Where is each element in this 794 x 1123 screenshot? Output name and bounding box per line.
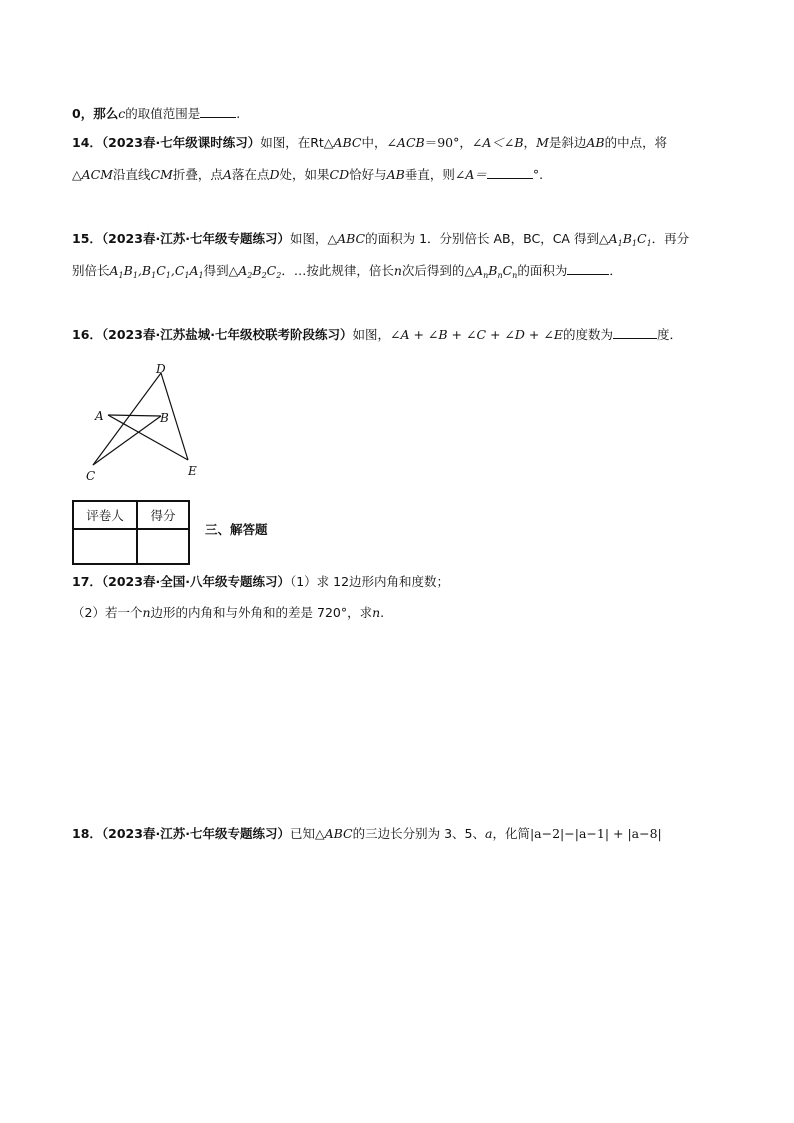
question-14-line-1 — [72, 134, 732, 152]
math-cd: CD — [329, 167, 350, 182]
label-c: C — [86, 469, 96, 483]
q14-text: 恰好与 — [349, 167, 387, 182]
score-cell[interactable] — [137, 529, 189, 564]
question-17-line-1 — [72, 573, 732, 591]
math-angle-acb: ∠ACB — [386, 135, 425, 150]
q14-text: 是斜边 — [548, 135, 587, 150]
question-source: （2023春·江苏盐城·七年级校联考阶段练习） — [101, 327, 353, 342]
triangle-symbol: △ — [72, 167, 82, 182]
q14-text: 落在点 — [231, 167, 270, 182]
math-anbncn: $A_nB_nC_n$ — [474, 263, 518, 280]
segment-ab — [108, 415, 161, 416]
score-header: 得分 — [137, 501, 189, 529]
q18-text: 已知△ — [289, 826, 325, 841]
math-cm: CM — [150, 167, 173, 182]
question-15-line-1 — [72, 230, 732, 248]
question-number: 14． — [72, 135, 102, 150]
q15-text: 的面积为 1．分别倍长 AB，BC，CA 得到 — [365, 231, 599, 246]
q13-tail — [72, 104, 732, 123]
q14-text: 折叠，点 — [172, 167, 223, 182]
q14-text: 处，如果 — [279, 167, 330, 182]
math-angle-relation: ∠A＜∠B — [471, 135, 524, 150]
label-a: A — [95, 409, 104, 423]
q15-text: ．…按此规律，倍长 — [281, 263, 394, 278]
triangle-symbol: △ — [464, 263, 475, 278]
math-n: n — [372, 605, 381, 620]
q16-end: 度． — [656, 327, 682, 342]
math-angle-sum: ∠A + ∠B + ∠C + ∠D + ∠E — [389, 327, 563, 342]
q13-text: 0，那么 — [72, 106, 119, 121]
question-16 — [72, 325, 732, 344]
label-b: B — [160, 411, 169, 425]
math-triangle-abc: △ABC — [327, 231, 366, 246]
q15-text: 别倍长 — [72, 263, 110, 278]
math-a1b1c1: $A_1B_1C_1$ — [608, 231, 652, 248]
q13-text-2: 的取值范围是 — [125, 106, 201, 121]
question-source: （2023春·全国·八年级专题练习） — [101, 574, 290, 589]
q15-text: 的面积为 — [517, 263, 568, 278]
question-source: （2023春·七年级课时练习） — [101, 135, 261, 150]
grader-cell[interactable] — [73, 529, 137, 564]
question-number: 15． — [72, 231, 102, 246]
q14-text: 垂直，则 — [404, 167, 455, 182]
question-source: （2023春·江苏·七年级专题练习） — [101, 231, 290, 246]
q16-text: 的度数为 — [562, 327, 613, 342]
math-a2b2c2: $A_2B_2C_2$ — [238, 263, 282, 280]
q14-text: ， — [523, 135, 537, 150]
math-d: D — [269, 167, 280, 182]
q14-end: °. — [532, 167, 544, 182]
segment-bc — [93, 416, 161, 465]
q15-text: 如图， — [289, 231, 328, 246]
q15-text: 得到 — [203, 263, 229, 278]
question-15-line-2 — [72, 261, 732, 280]
math-acm: ACM — [81, 167, 114, 182]
math-n: n — [142, 605, 151, 620]
math-a: a — [484, 826, 493, 841]
question-number: 17． — [72, 574, 102, 589]
q17-end: . — [380, 605, 385, 620]
answer-blank[interactable] — [567, 261, 609, 275]
triangle-symbol: △ — [323, 135, 334, 150]
answer-blank[interactable] — [487, 165, 533, 179]
grader-header: 评卷人 — [73, 501, 137, 529]
math-n: n — [393, 263, 402, 278]
q13-var-c: c — [118, 106, 126, 121]
q17-part-1: （1）求 12边形内角和度数； — [289, 574, 450, 589]
q18-text: 的三边长分别为 3、5、 — [352, 826, 485, 841]
answer-blank[interactable] — [200, 104, 236, 118]
q14-text: 沿直线 — [113, 167, 151, 182]
question-source: （2023春·江苏·七年级专题练习） — [101, 826, 290, 841]
q14-text: 如图，在Rt — [260, 135, 324, 150]
q16-text: 如图， — [352, 327, 390, 342]
q17-text: 边形的内角和与外角和的差是 720°，求 — [150, 605, 373, 620]
q18-text: ，化简 — [492, 826, 530, 841]
question-number: 18． — [72, 826, 102, 841]
q14-text: 的中点，将 — [604, 135, 668, 150]
math-a: A — [222, 167, 232, 182]
q13-end: . — [236, 106, 241, 121]
question-number: 16． — [72, 327, 102, 342]
q15-text: 次后得到的 — [401, 263, 465, 278]
math-sides-1: $A_1B_1,B_1C_1,C_1A_1$ — [109, 263, 204, 280]
math-ab: AB — [386, 167, 405, 182]
q14-text: 中， — [361, 135, 387, 150]
triangle-symbol: △ — [598, 231, 609, 246]
q15-end: ． — [609, 263, 622, 278]
section-title: 三、解答题 — [205, 522, 268, 537]
q17-text: （2）若一个 — [72, 605, 143, 620]
math-equals-90: ＝90°， — [424, 135, 472, 150]
question-14-line-2 — [72, 165, 732, 184]
label-e: E — [188, 464, 197, 478]
math-abc: ABC — [333, 135, 362, 150]
star-figure — [78, 362, 208, 487]
math-abc: ABC — [324, 826, 353, 841]
answer-blank[interactable] — [613, 325, 657, 339]
q15-text: ．再分 — [651, 231, 690, 246]
question-17-line-2 — [72, 604, 732, 622]
math-m: M — [536, 135, 549, 150]
math-abs-expression: |a−2|−|a−1| + |a−8| — [529, 826, 662, 841]
grading-table — [72, 500, 190, 565]
math-ab: AB — [586, 135, 605, 150]
triangle-symbol: △ — [228, 263, 239, 278]
math-angle-a: ∠A＝ — [454, 167, 487, 182]
label-d: D — [156, 362, 166, 376]
question-18 — [72, 825, 732, 843]
